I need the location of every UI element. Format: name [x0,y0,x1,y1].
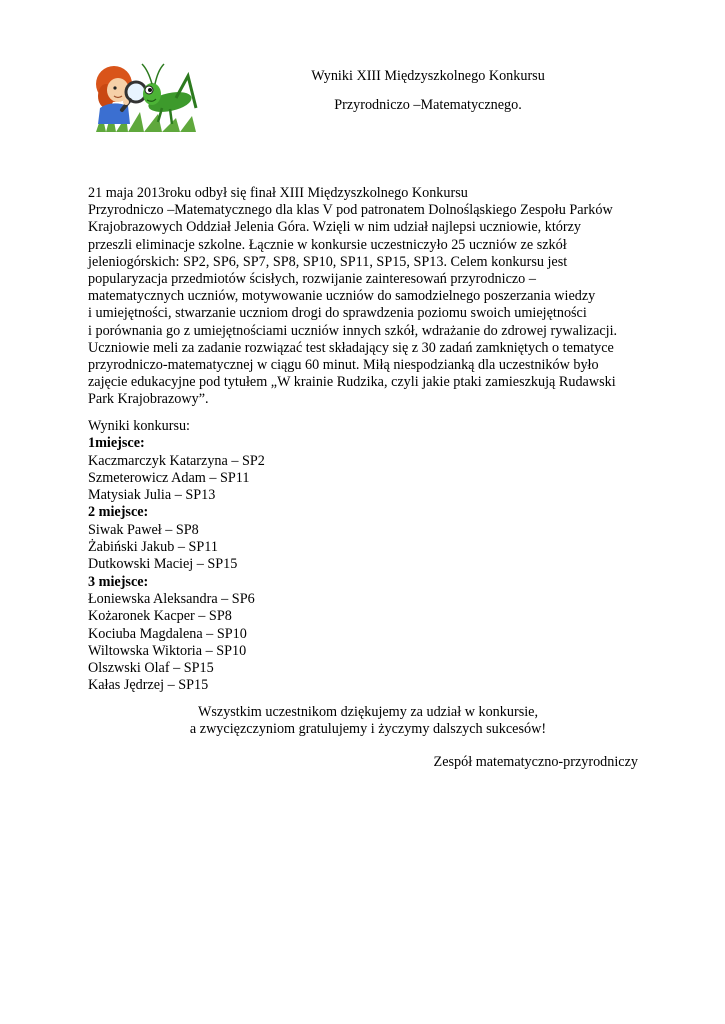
results-section [88,418,265,695]
thanks-note [88,704,648,739]
winner-entry: Dutkowski Maciej – SP15 [88,556,238,573]
place-1-label: 1miejsce: [88,435,145,452]
girl-with-magnifier-and-grasshopper-icon [92,62,200,134]
winner-entry: Kociuba Magdalena – SP10 [88,625,247,642]
intro-line: przyrodniczo-matematycznej w ciągu 60 minut. Miłą niespodzianką dla uczestników było [88,357,599,374]
intro-line: Uczniowie meli za zadanie rozwiązać test składający się z 30 zadań zamkniętych o tematyce [88,339,614,356]
winner-entry: Olszwski Olaf – SP15 [88,660,214,677]
winner-entry: Kałas Jędrzej – SP15 [88,677,209,694]
place-2-label: 2 miejsce: [88,504,149,521]
intro-line: przeszli eliminacje szkolne. Łącznie w konkursie uczestniczyło 25 uczniów ze szkół [88,236,567,253]
intro-line: Przyrodniczo –Matematycznego dla klas V pod patronatem Dolnośląskiego Zespołu Parków [88,202,613,219]
winner-entry: Wiltowska Wiktoria – SP10 [88,642,247,659]
intro-paragraph [88,185,648,409]
results-heading: Wyniki konkursu: [88,418,190,434]
intro-line: Park Krajobrazowy”. [88,391,209,408]
intro-line: i umiejętności, stwarzanie uczniom drogi do sprawdzenia poziomu swoich umiejętności [88,305,587,322]
signature: Zespół matematyczno-przyrodniczy [433,754,638,770]
thanks-line: a zwycięzczyniom gratulujemy i życzymy dalszych sukcesów! [189,721,547,738]
intro-line: jeleniogórskich: SP2, SP6, SP7, SP8, SP10, SP11, SP15, SP13. Celem konkursu jest [88,253,568,270]
winner-entry: Matysiak Julia – SP13 [88,487,216,504]
winner-entry: Żabiński Jakub – SP11 [88,539,218,556]
intro-line: i porównania go z umiejętnościami uczniów innych szkół, wdrażanie do zdrowej rywalizacji. [88,322,618,339]
intro-line: matematycznych uczniów, motywowanie uczniów do samodzielnego poszerzania wiedzy [88,288,596,305]
place-3-label: 3 miejsce: [88,573,149,590]
intro-line: popularyzacja przedmiotów ścisłych, rozwijanie zainteresowań przyrodniczo – [88,271,536,288]
intro-line: Krajobrazowych Oddział Jelenia Góra. Wzięli w nim udział najlepsi uczniowie, którzy [88,219,581,236]
winner-entry: Kożaronek Kacper – SP8 [88,608,232,625]
winner-entry: Szmeterowicz Adam – SP11 [88,469,250,486]
intro-line: 21 maja 2013roku odbył się finał XIII Międzyszkolnego Konkursu [88,185,468,201]
winner-entry: Kaczmarczyk Katarzyna – SP2 [88,452,265,469]
winner-entry: Siwak Paweł – SP8 [88,521,199,538]
winner-entry: Łoniewska Aleksandra – SP6 [88,590,255,607]
document-title: Wyniki XIII Międzyszkolnego Konkursu [311,68,545,84]
thanks-line: Wszystkim uczestnikom dziękujemy za udział w konkursie, [197,704,538,720]
intro-line: zajęcie edukacyjne pod tytułem „W krainie Rudzika, czyli jakie ptaki zamieszkują Rudawski [88,374,616,391]
document-subtitle: Przyrodniczo –Matematycznego. [334,97,522,113]
